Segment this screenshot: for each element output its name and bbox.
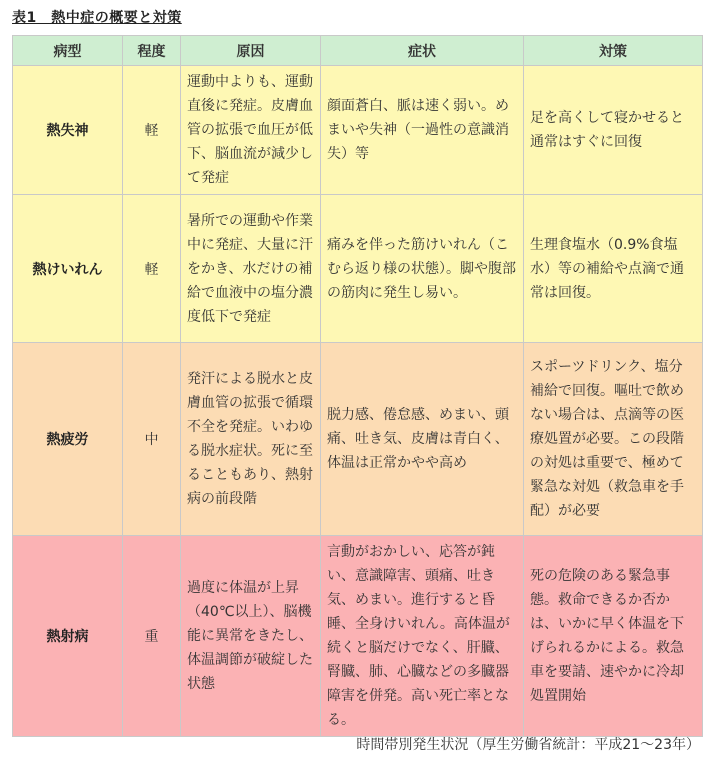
cause-cell: 過度に体温が上昇（40℃以上）、脳機能に異常をきたし、体温調節が破綻した状態 (181, 536, 321, 737)
measure-cell: 足を高くして寝かせると通常はすぐに回復 (524, 66, 703, 195)
table-row (13, 195, 703, 343)
heatstroke-table (12, 35, 703, 737)
table-row (13, 536, 703, 737)
table-header-row (13, 36, 703, 66)
header-measure: 対策 (524, 36, 703, 66)
header-cause: 原因 (181, 36, 321, 66)
symptom-cell: 脱力感、倦怠感、めまい、頭痛、吐き気、皮膚は青白く、体温は正常かやや高め (321, 343, 524, 536)
cause-cell: 運動中よりも、運動直後に発症。皮膚血管の拡張で血圧が低下、脳血流が減少して発症 (181, 66, 321, 195)
table-row (13, 343, 703, 536)
symptom-cell: 言動がおかしい、応答が鈍い、意識障害、頭痛、吐き気、めまい。進行すると昏睡、全身けいれん。高体温が続くと脳だけでなく、肝臓、腎臓、肺、心臓などの多臓器障害を併発。高い死亡率となる。 (321, 536, 524, 737)
source-note: 時間帯別発生状況（厚生労働省統計：平成21〜23年） (356, 737, 700, 753)
level-cell: 軽 (123, 66, 181, 195)
level-cell: 重 (123, 536, 181, 737)
symptom-cell: 痛みを伴った筋けいれん（こむら返り様の状態）。脚や腹部の筋肉に発生し易い。 (321, 195, 524, 343)
level-cell: 中 (123, 343, 181, 536)
type-cell: 熱射病 (13, 536, 123, 737)
cause-cell: 暑所での運動や作業中に発症、大量に汗をかき、水だけの補給で血液中の塩分濃度低下で発症 (181, 195, 321, 343)
symptom-cell: 顔面蒼白、脈は速く弱い。めまいや失神（一過性の意識消失）等 (321, 66, 524, 195)
measure-cell: 生理食塩水（0.9%食塩水）等の補給や点滴で通常は回復。 (524, 195, 703, 343)
measure-cell: 死の危険のある緊急事態。救命できるか否かは、いかに早く体温を下げられるかによる。救急車を要請、速やかに冷却処置開始 (524, 536, 703, 737)
table-caption: 表1 熱中症の概要と対策 (12, 10, 182, 26)
type-cell: 熱疲労 (13, 343, 123, 536)
cause-cell: 発汗による脱水と皮膚血管の拡張で循環不全を発症。いわゆる脱水症状。死に至ることもあり、熱射病の前段階 (181, 343, 321, 536)
header-symptom: 症状 (321, 36, 524, 66)
level-cell: 軽 (123, 195, 181, 343)
header-level: 程度 (123, 36, 181, 66)
type-cell: 熱けいれん (13, 195, 123, 343)
type-cell: 熱失神 (13, 66, 123, 195)
table-row (13, 66, 703, 195)
header-type: 病型 (13, 36, 123, 66)
measure-cell: スポーツドリンク、塩分補給で回復。嘔吐で飲めない場合は、点滴等の医療処置が必要。この段階の対処は重要で、極めて緊急な対処（救急車を手配）が必要 (524, 343, 703, 536)
